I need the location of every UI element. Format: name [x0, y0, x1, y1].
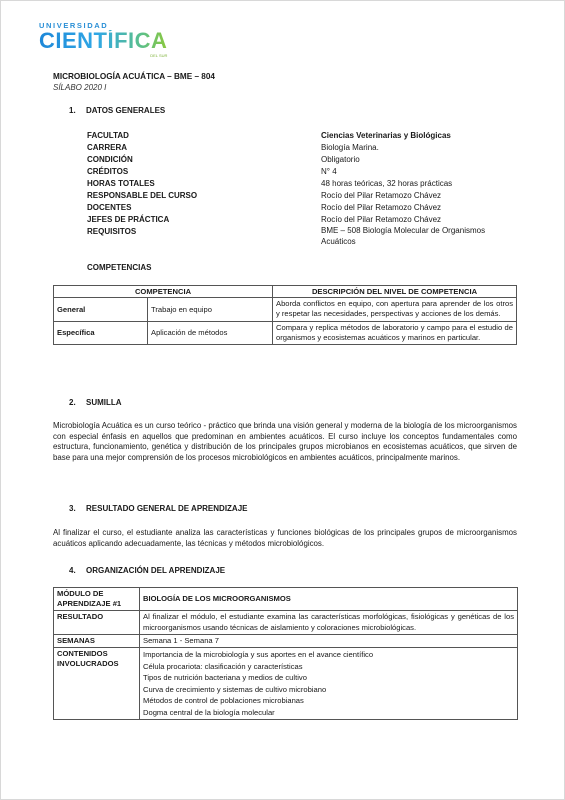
modulo-key: MÓDULO DE APRENDIZAJE #1 [54, 588, 140, 611]
datos-row: CARRERA Biología Marina. [87, 143, 379, 152]
logo-top-text: UNIVERSIDAD [39, 21, 109, 30]
list-item: Importancia de la microbiología y sus aportes en el avance científico [143, 650, 374, 660]
datos-row: CONDICIÓN Obligatorio [87, 155, 360, 164]
resultado-paragraph: Al finalizar el curso, el estudiante analiza las características y funciones biológicas de los principales grupos de microorganismos acuáticos aplicando adecuadamente, las técnicas y métodos microbiológicos. [53, 528, 517, 548]
competencia-name: Trabajo en equipo [148, 298, 273, 322]
section-heading-datos: 1. DATOS GENERALES [69, 106, 166, 115]
competencias-heading: COMPETENCIAS [87, 263, 152, 272]
list-item: Curva de crecimiento y sistemas de cultivo microbiano [143, 684, 327, 694]
table-row [54, 611, 518, 634]
sumilla-paragraph: Microbiología Acuática es un curso teórico - práctico que brinda una visión general y moderna de la biología de los microorganismos con especial énfasis en aquellos que predominan en ambientes acuáticos. El curso incluye los conceptos fundamentales como estructura, funcionamiento, genética y distribución de los principales grupos microbianos en ecosistemas acuáticos, que sirven de base para una mejor comprensión de los procesos microbiológicos en ambientes acuáticos, principalmente marinos. [53, 421, 517, 462]
competencia-desc: Aborda conflictos en equipo, con apertura para aprender de los otros y respetar las necesidades, perspectivas y acciones de los demás. [273, 298, 517, 322]
contenidos-list [140, 648, 518, 720]
datos-generales-list [87, 130, 521, 247]
modulo-table [53, 587, 518, 720]
competencias-table [53, 285, 517, 345]
modulo-title: BIOLOGÍA DE LOS MICROORGANISMOS [140, 588, 518, 611]
competencia-desc: Compara y replica métodos de laboratorio y campo para el estudio de organismos y ecosistemas acuáticos y marinos en particular. [273, 321, 517, 345]
resultado-key: RESULTADO [54, 611, 140, 634]
datos-row: FACULTAD Ciencias Veterinarias y Biológicas [87, 131, 451, 140]
datos-row: REQUISITOS BME – 508 Biología Molecular de Organismos Acuáticos [87, 226, 486, 246]
list-item: Métodos de control de poblaciones microbianas [143, 696, 304, 706]
datos-row: JEFES DE PRÁCTICA Rocío del Pilar Retamozo Chávez [87, 215, 442, 224]
datos-row: DOCENTES Rocío del Pilar Retamozo Chávez [87, 203, 442, 212]
competencia-type: General [54, 298, 148, 322]
datos-row: RESPONSABLE DEL CURSO Rocío del Pilar Retamozo Chávez [87, 191, 442, 200]
logo-sub-text: DEL SUR [150, 53, 168, 58]
section-heading-organizacion: 4. ORGANIZACIÓN DEL APRENDIZAJE [69, 566, 226, 575]
table-row [54, 321, 517, 345]
section-heading-resultado: 3. RESULTADO GENERAL DE APRENDIZAJE [69, 504, 248, 513]
resultado-value: Al finalizar el módulo, el estudiante examina las características morfológicas, fisiológicas y genéticas de los microorganismos usando técnicas de aislamiento y coloraciones microbiológicas. [140, 611, 518, 634]
logo-main-text: CIENTÍFICA [39, 28, 168, 53]
table-header: COMPETENCIA [54, 286, 273, 298]
list-item: Dogma central de la biología molecular [143, 707, 275, 717]
table-row [54, 634, 518, 647]
document-subtitle: SÍLABO 2020 I [53, 83, 107, 92]
datos-row: CRÉDITOS N° 4 [87, 167, 337, 176]
list-item: Célula procariota: clasificación y características [143, 661, 303, 671]
contenidos-key: CONTENIDOS INVOLUCRADOS [54, 648, 140, 720]
datos-row: HORAS TOTALES 48 horas teóricas, 32 horas prácticas [87, 179, 453, 188]
table-row [54, 298, 517, 322]
competencia-name: Aplicación de métodos [148, 321, 273, 345]
university-logo [39, 21, 167, 58]
list-item: Tipos de nutrición bacteriana y medios de cultivo [143, 673, 307, 683]
competencia-type: Específica [54, 321, 148, 345]
section-heading-sumilla: 2. SUMILLA [69, 398, 122, 407]
semanas-key: SEMANAS [54, 634, 140, 647]
table-header: DESCRIPCIÓN DEL NIVEL DE COMPETENCIA [273, 286, 517, 298]
semanas-value: Semana 1 - Semana 7 [140, 634, 518, 647]
table-row [54, 648, 518, 720]
document-title: MICROBIOLOGÍA ACUÁTICA – BME – 804 [53, 72, 215, 81]
table-row [54, 588, 518, 611]
